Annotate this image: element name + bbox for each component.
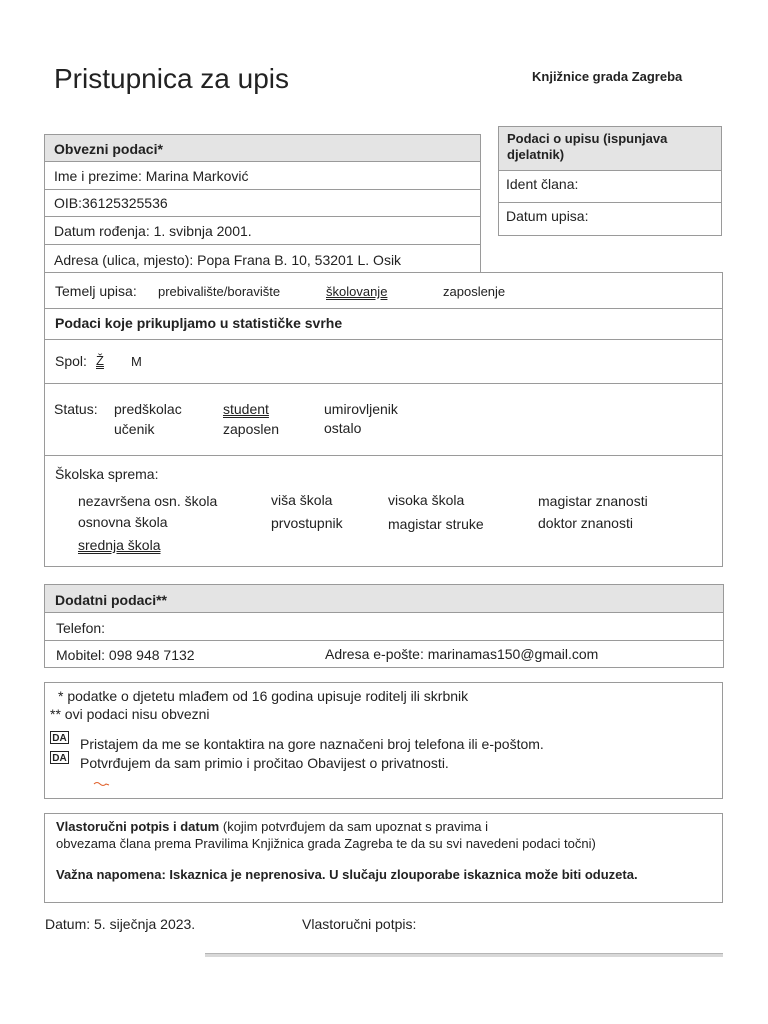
signature-line[interactable] xyxy=(205,953,723,957)
footer-signature-label: Vlastoručni potpis: xyxy=(302,916,417,932)
dob-field[interactable]: Datum rođenja: 1. svibnja 2001. xyxy=(54,223,252,239)
status-option-preschool[interactable]: predškolac xyxy=(114,401,182,417)
phone-field[interactable]: Telefon: xyxy=(56,620,106,636)
gender-option-f[interactable]: Ž xyxy=(96,353,104,368)
gender-label: Spol: xyxy=(55,353,87,369)
signature-squiggle xyxy=(93,779,111,787)
enrollment-date-field[interactable]: Datum upisa: xyxy=(506,208,589,224)
oib-field[interactable]: OIB:36125325536 xyxy=(54,195,168,211)
edu-option-primary[interactable]: osnovna škola xyxy=(78,514,168,530)
consent-checkbox-privacy[interactable]: DA xyxy=(50,751,69,764)
basis-option-residence[interactable]: prebivalište/boravište xyxy=(158,284,281,299)
status-option-employed[interactable]: zaposlen xyxy=(223,421,280,437)
status-option-student[interactable]: student xyxy=(223,401,269,417)
signature-lead-rest: (kojim potvrđujem da sam upoznat s pravima i xyxy=(219,819,489,834)
edu-option-incomplete-primary[interactable]: nezavršena osn. škola xyxy=(78,493,218,509)
footer-date: Datum: 5. siječnja 2023. xyxy=(45,916,196,932)
basis-label: Temelj upisa: xyxy=(55,283,137,299)
basis-option-schooling[interactable]: školovanje xyxy=(326,284,388,299)
edu-option-higher-school[interactable]: viša škola xyxy=(271,492,333,508)
signature-statement xyxy=(56,818,716,852)
page-title: Pristupnica za upis xyxy=(54,63,290,94)
status-label: Status: xyxy=(54,401,98,417)
basis-option-employment[interactable]: zaposlenje xyxy=(443,284,506,299)
required-heading: Obvezni podaci* xyxy=(54,141,163,157)
institution-name: Knjižnice grada Zagreba xyxy=(532,69,683,84)
consent-privacy-text: Potvrđujem da sam primio i pročitao Obavijest o privatnosti. xyxy=(80,755,449,771)
enrollment-heading: Podaci o upisu (ispunjava djelatnik) xyxy=(507,131,668,162)
edu-option-master-science[interactable]: magistar znanosti xyxy=(538,493,648,509)
status-option-retired[interactable]: umirovljenik xyxy=(324,401,398,417)
education-label: Školska sprema: xyxy=(55,466,159,482)
name-field[interactable]: Ime i prezime: Marina Marković xyxy=(54,168,249,184)
status-option-other[interactable]: ostalo xyxy=(324,420,362,436)
gender-option-m[interactable]: M xyxy=(131,354,142,369)
edu-option-university[interactable]: visoka škola xyxy=(388,492,465,508)
edu-option-secondary[interactable]: srednja škola xyxy=(78,537,161,553)
note-minor: * podatke o djetetu mlađem od 16 godina upisuje roditelj ili skrbnik xyxy=(58,688,469,704)
mobile-field[interactable]: Mobitel: 098 948 7132 xyxy=(56,647,195,663)
email-field[interactable]: Adresa e-pošte: marinamas150@gmail.com xyxy=(325,646,599,662)
edu-option-bachelor[interactable]: prvostupnik xyxy=(271,515,343,531)
stats-heading: Podaci koje prikupljamo u statističke svrhe xyxy=(55,315,343,331)
edu-option-master-profession[interactable]: magistar struke xyxy=(388,516,484,532)
consent-checkbox-contact[interactable]: DA xyxy=(50,731,69,744)
consent-contact-text: Pristajem da me se kontaktira na gore naznačeni broj telefona ili e-poštom. xyxy=(80,736,544,752)
additional-heading: Dodatni podaci** xyxy=(55,592,168,608)
note-optional: ** ovi podaci nisu obvezni xyxy=(50,706,210,722)
signature-obligations: obvezama člana prema Pravilima Knjižnica grada Zagreba te da su svi navedeni podaci točni) xyxy=(56,836,596,851)
member-id-field[interactable]: Ident člana: xyxy=(506,176,579,192)
important-notice: Važna napomena: Iskaznica je neprenosiva. U slučaju zlouporabe iskaznica može biti oduzeta. xyxy=(56,867,638,882)
edu-option-doctorate[interactable]: doktor znanosti xyxy=(538,515,633,531)
signature-lead: Vlastoručni potpis i datum xyxy=(56,819,220,834)
status-option-pupil[interactable]: učenik xyxy=(114,421,155,437)
address-field[interactable]: Adresa (ulica, mjesto): Popa Frana B. 10, 53201 L. Osik xyxy=(54,252,402,268)
